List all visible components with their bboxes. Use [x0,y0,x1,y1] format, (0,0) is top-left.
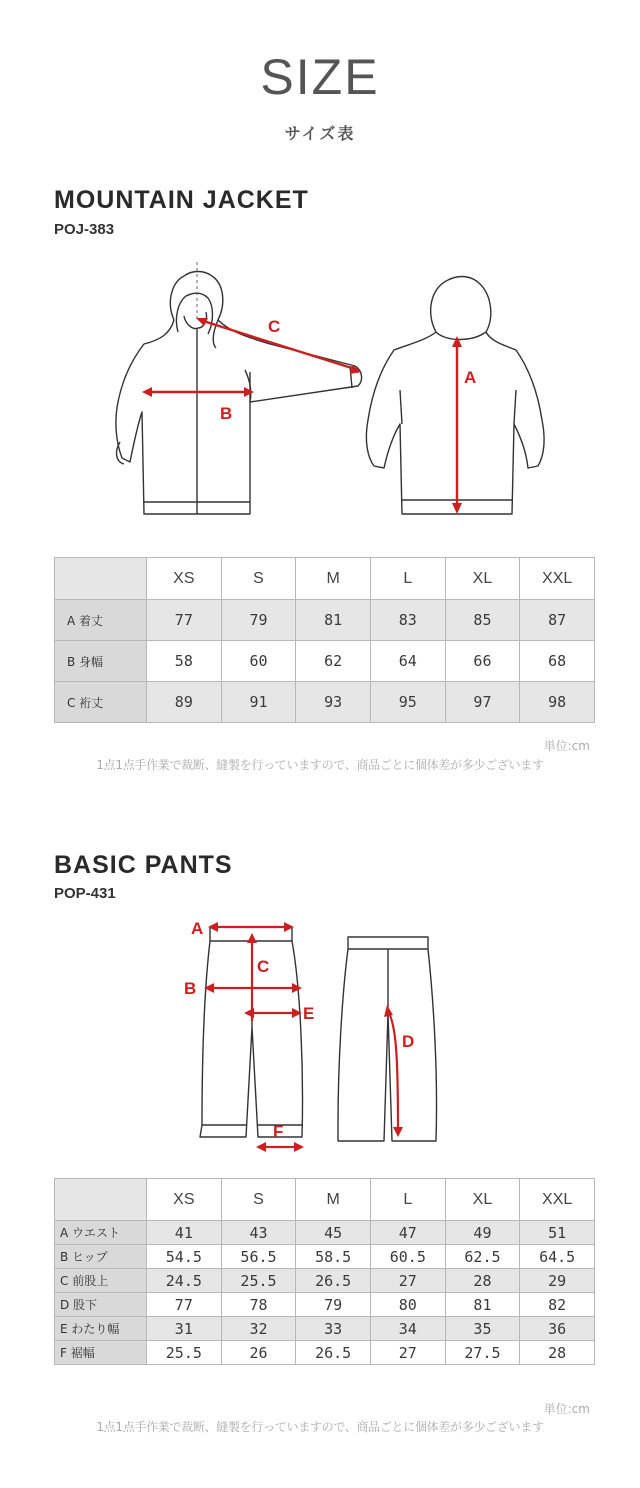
table-cell: 47 [370,1221,445,1245]
table-row [55,1341,595,1365]
table-cell: 25.5 [147,1341,222,1365]
jacket-code: POJ-383 [54,221,115,238]
table-cell: 83 [370,600,445,641]
table-cell: 51 [520,1221,595,1245]
table-corner-cell [55,558,147,600]
table-cell: 27 [370,1269,445,1293]
table-cell: 60.5 [370,1245,445,1269]
pants-label-c: C [257,957,270,976]
row-label: F 裾幅 [55,1341,147,1365]
table-cell: 66 [445,641,520,682]
row-label: A ウエスト [55,1221,147,1245]
table-cell: 82 [520,1293,595,1317]
table-cell: 80 [370,1293,445,1317]
table-row [55,1269,595,1293]
pants-unit: 単位:cm [543,1402,590,1416]
table-cell: 87 [520,600,595,641]
jacket-size-table [54,557,595,723]
table-header-row [55,558,595,600]
column-header: XL [445,558,520,600]
table-row [55,1293,595,1317]
table-cell: 28 [520,1341,595,1365]
row-label: E わたり幅 [55,1317,147,1341]
pants-size-table [54,1178,595,1365]
table-cell: 62.5 [445,1245,520,1269]
row-label: D 股下 [55,1293,147,1317]
column-header: XXL [520,558,595,600]
table-cell: 64 [370,641,445,682]
table-row [55,682,595,723]
row-label: C 前股上 [55,1269,147,1293]
column-header: M [296,1179,371,1221]
table-cell: 25.5 [221,1269,296,1293]
table-cell: 26.5 [296,1269,371,1293]
column-header: M [296,558,371,600]
page-subtitle: サイズ表 [284,124,356,143]
jacket-title: MOUNTAIN JACKET [54,186,309,214]
table-cell: 26 [221,1341,296,1365]
table-row [55,600,595,641]
table-cell: 81 [296,600,371,641]
table-cell: 27 [370,1341,445,1365]
pants-label-d: D [402,1032,415,1051]
table-corner-cell [55,1179,147,1221]
table-cell: 27.5 [445,1341,520,1365]
row-label: B ヒップ [55,1245,147,1269]
pants-label-a: A [191,919,204,938]
table-cell: 29 [520,1269,595,1293]
table-header-row [55,1179,595,1221]
jacket-front-diagram [100,262,370,522]
pants-label-b: B [184,979,197,998]
table-cell: 79 [221,600,296,641]
page-title: SIZE [260,49,380,105]
table-cell: 85 [445,600,520,641]
jacket-unit: 単位:cm [543,739,590,753]
pants-back-diagram [330,925,450,1155]
table-cell: 24.5 [147,1269,222,1293]
jacket-label-c: C [268,317,281,336]
pants-note: 1点1点手作業で裁断、縫製を行っていますので、商品ごとに個体差が多少ございます [96,1420,544,1434]
table-cell: 64.5 [520,1245,595,1269]
table-cell: 78 [221,1293,296,1317]
jacket-note: 1点1点手作業で裁断、縫製を行っていますので、商品ごとに個体差が多少ございます [96,758,544,772]
jacket-back-diagram [360,270,560,520]
table-cell: 77 [147,1293,222,1317]
pants-title: BASIC PANTS [54,851,233,879]
jacket-label-b: B [220,404,233,423]
table-cell: 31 [147,1317,222,1341]
table-cell: 98 [520,682,595,723]
table-cell: 56.5 [221,1245,296,1269]
table-cell: 26.5 [296,1341,371,1365]
table-row [55,1221,595,1245]
pants-code: POP-431 [54,885,116,902]
pants-label-e: E [303,1004,315,1023]
table-cell: 95 [370,682,445,723]
column-header: S [221,1179,296,1221]
table-cell: 91 [221,682,296,723]
table-cell: 79 [296,1293,371,1317]
table-cell: 58.5 [296,1245,371,1269]
column-header: XS [147,1179,222,1221]
table-cell: 45 [296,1221,371,1245]
table-cell: 36 [520,1317,595,1341]
pants-label-f: F [273,1122,284,1141]
table-cell: 60 [221,641,296,682]
table-cell: 68 [520,641,595,682]
table-cell: 58 [147,641,222,682]
table-row [55,1245,595,1269]
table-cell: 32 [221,1317,296,1341]
column-header: S [221,558,296,600]
table-row [55,1317,595,1341]
table-cell: 81 [445,1293,520,1317]
table-cell: 77 [147,600,222,641]
table-cell: 93 [296,682,371,723]
jacket-label-a: A [464,368,477,387]
table-cell: 28 [445,1269,520,1293]
table-cell: 62 [296,641,371,682]
table-cell: 41 [147,1221,222,1245]
table-cell: 34 [370,1317,445,1341]
column-header: L [370,558,445,600]
column-header: L [370,1179,445,1221]
table-row [55,641,595,682]
column-header: XS [147,558,222,600]
table-cell: 43 [221,1221,296,1245]
table-cell: 35 [445,1317,520,1341]
row-label: A 着丈 [55,600,147,641]
pants-front-diagram [180,915,330,1160]
table-cell: 49 [445,1221,520,1245]
table-cell: 97 [445,682,520,723]
column-header: XL [445,1179,520,1221]
table-cell: 33 [296,1317,371,1341]
table-cell: 89 [147,682,222,723]
column-header: XXL [520,1179,595,1221]
row-label: B 身幅 [55,641,147,682]
row-label: C 裄丈 [55,682,147,723]
table-cell: 54.5 [147,1245,222,1269]
